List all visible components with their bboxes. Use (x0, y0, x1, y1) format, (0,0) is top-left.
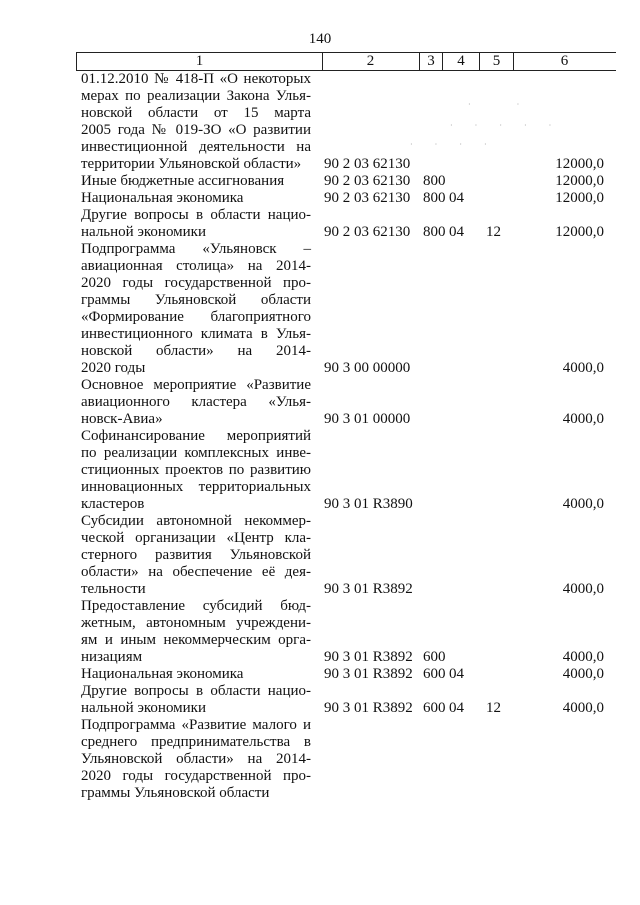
row-description (76, 207, 311, 241)
description-line: Софинансирование мероприятий (81, 428, 311, 444)
description-line: по реализации комплексных инве- (81, 445, 311, 461)
table-row (76, 241, 616, 377)
table-row (76, 666, 616, 683)
table-row (76, 207, 616, 241)
row-code: 90 3 01 R3892 (324, 649, 413, 665)
description-line: области» на обеспечение её дея- (81, 564, 311, 580)
row-expense-type: 800 (423, 173, 446, 189)
description-line: жетным, автономным учреждени- (81, 615, 311, 631)
budget-table (76, 52, 616, 802)
description-line: Другие вопросы в области нацио- (81, 207, 311, 223)
row-section: 04 (449, 190, 464, 206)
description-line: территории Ульяновской области» (81, 156, 302, 172)
description-line: авиационного кластера «Улья- (81, 394, 311, 410)
row-section: 04 (449, 700, 464, 716)
description-line: мерах по реализации Закона Улья- (81, 88, 311, 104)
row-expense-type: 600 (423, 666, 446, 682)
description-line: Подпрограмма «Ульяновск – (81, 241, 311, 257)
row-description (76, 377, 311, 428)
description-line: инвестиционного климата в Улья- (81, 326, 311, 342)
description-line: инновационных территориальных (81, 479, 311, 495)
row-amount: 12000,0 (555, 173, 604, 189)
row-code: 90 3 01 R3892 (324, 581, 413, 597)
row-code: 90 2 03 62130 (324, 156, 411, 172)
description-line: ям и иным некоммерческим орга- (81, 632, 311, 648)
row-code: 90 2 03 62130 (324, 224, 411, 240)
page-number: 140 (308, 31, 332, 47)
row-subsection: 12 (486, 224, 501, 240)
description-line: нальной экономики (81, 700, 206, 716)
scan-specks: · · (468, 100, 530, 109)
row-expense-type: 600 (423, 700, 446, 716)
description-line: новской области» на 2014- (81, 343, 311, 359)
row-description (76, 71, 311, 173)
description-line: Основное мероприятие «Развитие (81, 377, 311, 393)
description-line: 01.12.2010 № 418-П «О некоторых (81, 71, 311, 87)
row-amount: 12000,0 (555, 224, 604, 240)
row-amount: 4000,0 (562, 700, 604, 716)
row-description (76, 428, 311, 513)
description-line: инвестиционной деятельности на (81, 139, 311, 155)
table-row (76, 190, 616, 207)
row-amount: 12000,0 (555, 190, 604, 206)
description-line: 2020 годы (81, 360, 146, 376)
description-line: Субсидии автономной некоммер- (81, 513, 311, 529)
column-header-4: 4 (443, 53, 480, 70)
description-line: Подпрограмма «Развитие малого и (81, 717, 311, 733)
description-line: низациям (81, 649, 143, 665)
row-description (76, 513, 311, 598)
row-amount: 4000,0 (562, 581, 604, 597)
row-amount: 4000,0 (562, 360, 604, 376)
row-code: 90 2 03 62130 (324, 190, 411, 206)
table-row (76, 513, 616, 598)
row-description (76, 190, 311, 207)
description-line: среднего предпринимательства в (81, 734, 311, 750)
row-code: 90 3 01 R3892 (324, 700, 413, 716)
column-header-1: 1 (76, 53, 323, 70)
table-row (76, 683, 616, 717)
description-line: Иные бюджетные ассигнования (81, 173, 285, 189)
description-line: тельности (81, 581, 146, 597)
description-line: граммы Ульяновской области (81, 292, 311, 308)
description-line: граммы Ульяновской области (81, 785, 270, 801)
row-description (76, 666, 311, 683)
description-line: стерного развития Ульяновской (81, 547, 311, 563)
row-amount: 4000,0 (562, 649, 604, 665)
scan-specks: · · · · · (450, 121, 562, 130)
description-line: 2005 года № 019-ЗО «О развитии (81, 122, 311, 138)
row-description (76, 598, 311, 666)
table-body (76, 71, 616, 802)
table-row (76, 428, 616, 513)
row-description (76, 241, 311, 377)
row-description (76, 683, 311, 717)
description-line: Национальная экономика (81, 666, 244, 682)
row-amount: 4000,0 (562, 666, 604, 682)
row-code: 90 3 01 00000 (324, 411, 411, 427)
description-line: стиционных проектов по развитию (81, 462, 311, 478)
column-header-6: 6 (560, 53, 569, 69)
description-line: «Формирование благоприятного (81, 309, 311, 325)
row-code: 90 3 01 R3890 (324, 496, 413, 512)
row-section: 04 (449, 666, 464, 682)
description-line: новской области от 15 марта (81, 105, 311, 121)
column-header-3: 3 (420, 53, 443, 70)
description-line: кластеров (81, 496, 145, 512)
row-code: 90 3 01 R3892 (324, 666, 413, 682)
row-amount: 12000,0 (555, 156, 604, 172)
table-header (76, 52, 616, 71)
row-amount: 4000,0 (562, 496, 604, 512)
description-line: 2020 годы государственной про- (81, 275, 311, 291)
row-code: 90 3 00 00000 (324, 360, 411, 376)
description-line: Другие вопросы в области нацио- (81, 683, 311, 699)
row-amount: 4000,0 (562, 411, 604, 427)
table-row (76, 377, 616, 428)
row-description (76, 717, 311, 802)
table-row (76, 717, 616, 802)
description-line: новск-Авиа» (81, 411, 163, 427)
scan-specks: · · · · (410, 140, 497, 149)
row-expense-type: 800 (423, 224, 446, 240)
row-section: 04 (449, 224, 464, 240)
table-row (76, 598, 616, 666)
row-expense-type: 800 (423, 190, 446, 206)
description-line: Предоставление субсидий бюд- (81, 598, 311, 614)
description-line: ческой организации «Центр кла- (81, 530, 311, 546)
description-line: Ульяновской области» на 2014- (81, 751, 311, 767)
row-expense-type: 600 (423, 649, 446, 665)
description-line: Национальная экономика (81, 190, 244, 206)
row-description (76, 173, 311, 190)
row-code: 90 2 03 62130 (324, 173, 411, 189)
column-header-2: 2 (322, 53, 420, 70)
description-line: авиационная столица» на 2014- (81, 258, 311, 274)
row-subsection: 12 (486, 700, 501, 716)
description-line: нальной экономики (81, 224, 206, 240)
column-header-5: 5 (480, 53, 514, 70)
description-line: 2020 годы государственной про- (81, 768, 311, 784)
table-row (76, 173, 616, 190)
